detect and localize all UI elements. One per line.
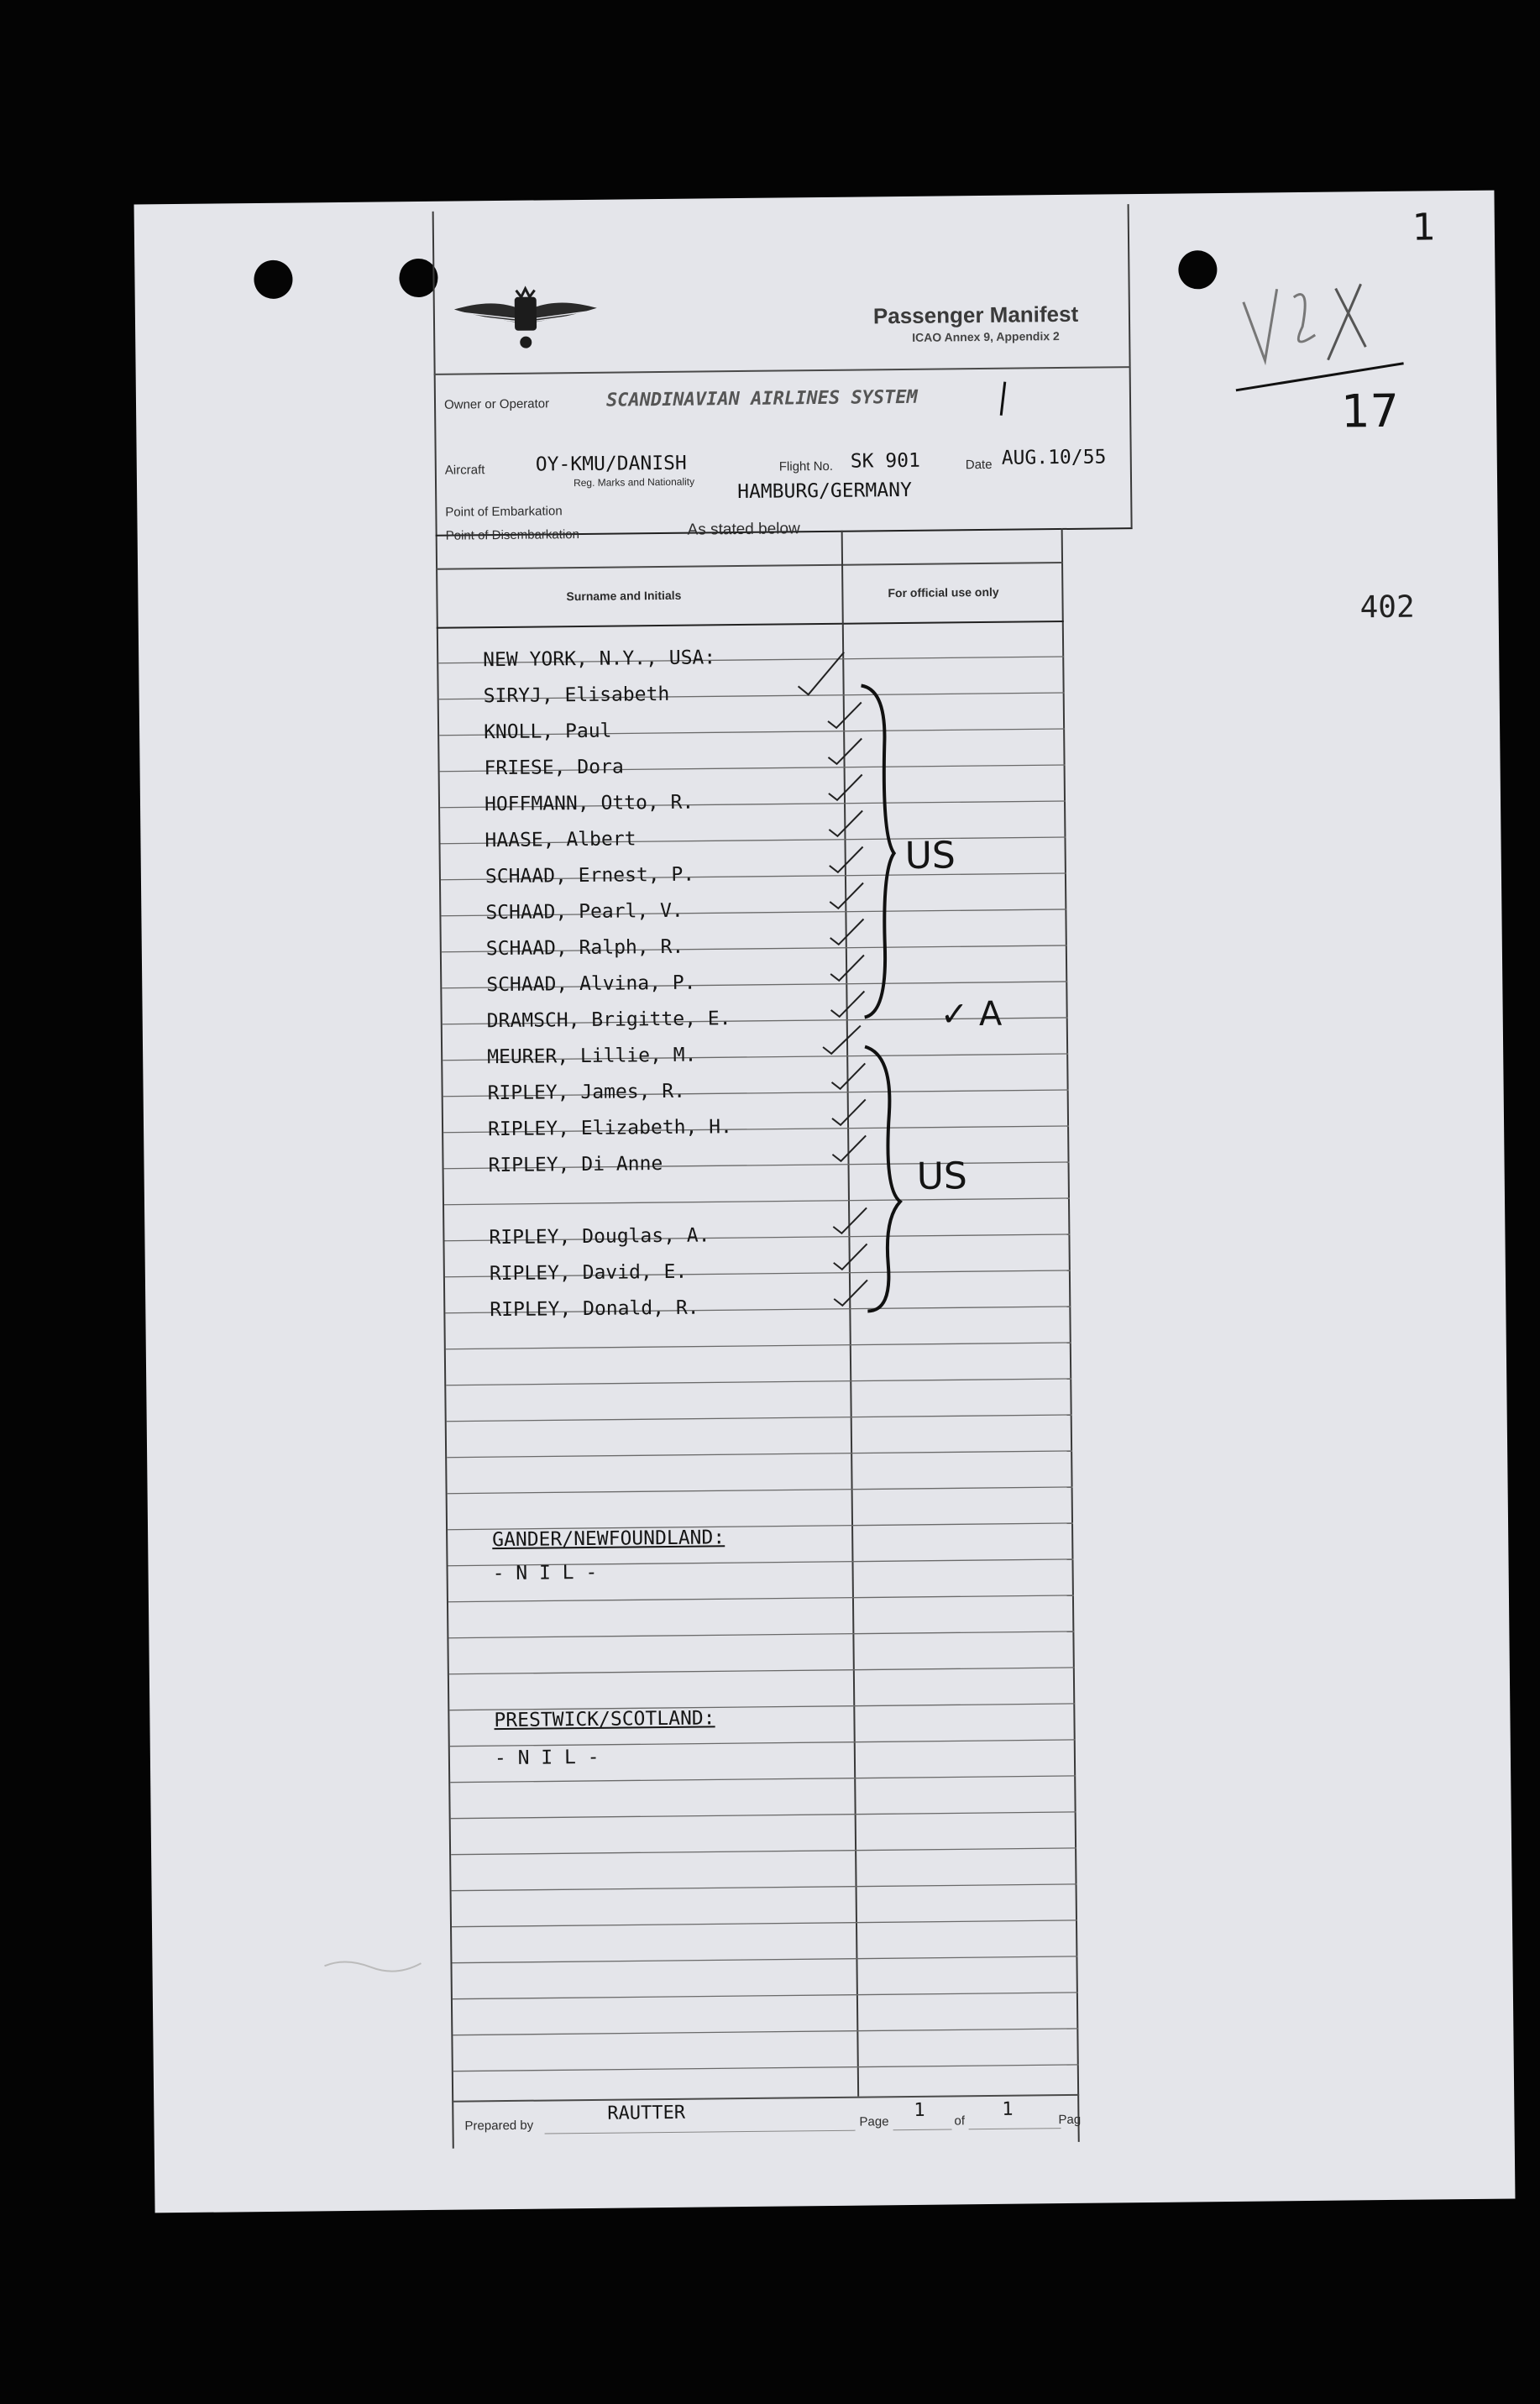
aircraft-label: Aircraft xyxy=(444,463,485,478)
page-label-trailing: Pag xyxy=(1058,2112,1082,2128)
passenger-row: RIPLEY, Douglas, A. xyxy=(489,1224,710,1249)
manifest-sheet xyxy=(134,191,1516,2213)
handwritten-us-1: US xyxy=(904,834,956,877)
passenger-row: FRIESE, Dora xyxy=(484,756,624,780)
ruled-line xyxy=(452,1920,1077,1927)
passenger-row: RIPLEY, Elizabeth, H. xyxy=(487,1116,732,1141)
handwritten-stroke xyxy=(995,378,1013,420)
of-value: 1 xyxy=(1002,2098,1014,2120)
of-label: of xyxy=(954,2113,966,2129)
corner-mark-top: 1 xyxy=(1412,206,1437,249)
ruled-line xyxy=(450,1776,1076,1783)
passenger-row: SCHAAD, Ernest, P. xyxy=(485,863,695,888)
passenger-row: KNOLL, Paul xyxy=(483,720,612,744)
ruled-line xyxy=(446,1343,1071,1349)
ruled-line xyxy=(444,1198,1070,1205)
prepared-label: Prepared by xyxy=(464,2118,534,2134)
owner-value: SCANDINAVIAN AIRLINES SYSTEM xyxy=(605,386,918,411)
manifest-form xyxy=(432,204,1150,2149)
prestwick-nil: - N I L - xyxy=(494,1746,600,1770)
ruled-line xyxy=(447,1451,1072,1458)
sas-wings-logo xyxy=(454,281,598,359)
aircraft-value: OY-KMU/DANISH xyxy=(535,452,687,476)
flight-label: Flight No. xyxy=(778,458,834,474)
passenger-row: RIPLEY, David, E. xyxy=(489,1260,688,1286)
ruled-line xyxy=(453,1993,1078,1999)
passenger-row: HAASE, Albert xyxy=(485,828,636,852)
column-header-names: Surname and Initials xyxy=(566,588,682,604)
passenger-row: SCHAAD, Alvina, P. xyxy=(486,972,696,997)
form-title: Passenger Manifest xyxy=(872,301,1079,329)
corner-mark-bottom: 17 xyxy=(1340,384,1400,438)
aircraft-sublabel: Reg. Marks and Nationality xyxy=(573,475,695,490)
form-subtitle: ICAO Annex 9, Appendix 2 xyxy=(912,329,1060,344)
section-new-york: NEW YORK, N.Y., USA: xyxy=(483,647,716,672)
ruled-line xyxy=(451,1812,1076,1819)
handwritten-checks xyxy=(789,642,964,1316)
ruled-line xyxy=(448,1595,1074,1602)
column-header-official: For official use only xyxy=(888,584,999,600)
page-label: Page xyxy=(859,2114,889,2129)
disembarkation-label: Point of Disembarkation xyxy=(445,527,580,543)
date-value: AUG.10/55 xyxy=(1001,446,1107,469)
owner-label: Owner or Operator xyxy=(443,396,550,412)
passenger-row: SIRYJ, Elisabeth xyxy=(483,683,670,708)
embarkation-value: HAMBURG/GERMANY xyxy=(737,479,912,504)
punch-hole xyxy=(254,260,292,299)
ruled-line xyxy=(453,2029,1078,2035)
pencil-scribble xyxy=(320,1948,437,1982)
passenger-row: HOFFMANN, Otto, R. xyxy=(484,791,694,816)
flight-value: SK 901 xyxy=(850,449,920,473)
page-number-stamp: 402 xyxy=(1359,589,1415,626)
ruled-line xyxy=(447,1415,1072,1422)
disembarkation-value: As stated below xyxy=(687,520,800,539)
passenger-row: MEURER, Lillie, M. xyxy=(487,1044,697,1069)
section-gander: GANDER/NEWFOUNDLAND: xyxy=(492,1527,725,1552)
embarkation-label: Point of Embarkation xyxy=(445,504,563,520)
handwritten-us-2: US xyxy=(916,1155,968,1198)
passenger-row: RIPLEY, James, R. xyxy=(487,1080,686,1105)
passenger-row: SCHAAD, Ralph, R. xyxy=(485,935,684,961)
gander-nil: - N I L - xyxy=(492,1561,598,1585)
page-value: 1 xyxy=(914,2099,925,2121)
ruled-line xyxy=(448,1487,1073,1494)
passenger-row: RIPLEY, Di Anne xyxy=(488,1153,663,1177)
ruled-line xyxy=(452,1956,1077,1963)
handwritten-fraction xyxy=(1209,208,1413,412)
ruled-line xyxy=(450,1740,1076,1747)
passenger-row: RIPLEY, Donald, R. xyxy=(490,1296,699,1322)
ruled-line xyxy=(452,1884,1077,1891)
date-label: Date xyxy=(965,457,993,473)
prepared-value: RAUTTER xyxy=(607,2102,686,2124)
ruled-line xyxy=(448,1631,1074,1638)
handwritten-va: ✓ A xyxy=(940,994,1003,1034)
passenger-row: DRAMSCH, Brigitte, E. xyxy=(486,1008,731,1033)
ruled-line xyxy=(449,1668,1075,1674)
passenger-row: SCHAAD, Pearl, V. xyxy=(485,899,684,924)
ruled-line xyxy=(453,2065,1079,2071)
ruled-line xyxy=(446,1379,1071,1385)
section-prestwick: PRESTWICK/SCOTLAND: xyxy=(494,1707,715,1732)
ruled-line xyxy=(451,1848,1076,1855)
